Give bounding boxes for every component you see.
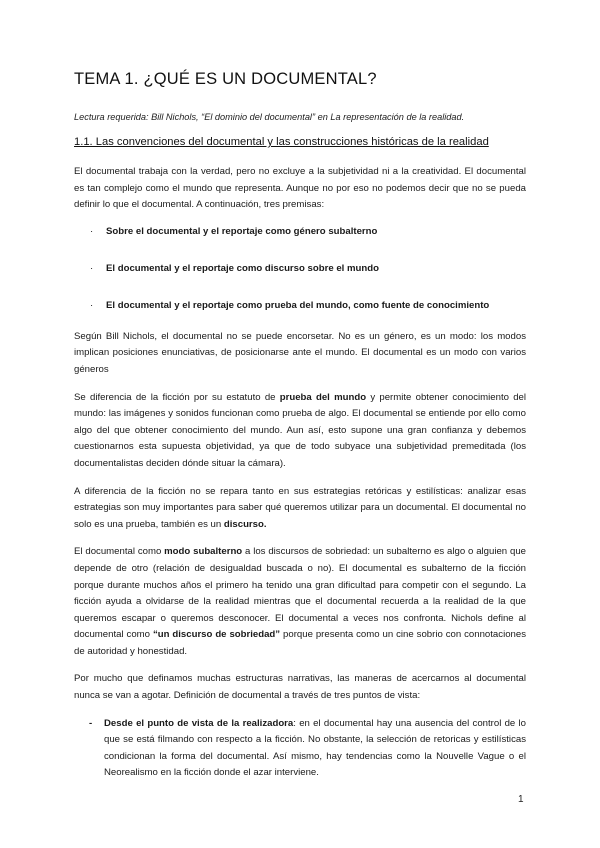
premise-text: El documental y el reportaje como prueba del mundo, como fuente de conocimiento <box>106 299 490 311</box>
viewpoints-list <box>74 716 526 782</box>
text-run: y permite obtener conocimiento del mundo: las imágenes y sonidos funcionan como prueba de algo. El documental se entiende por ello como algo del que obtener conocimiento del mundo. Aun así, esto supone una gran confianza y debemos cuestionarnos esta supuesta objetividad, ya que de todo subyace una subjetividad premeditada (los documentalistas deciden dónde situar la cámara). <box>74 391 526 469</box>
page-content <box>74 70 526 782</box>
text-run: a los discursos de sobriedad: un subalterno es algo o alguien que depende de otro (relación de desigualdad buscada o no). El documental es subalterno de la ficción porque durante muchos años el primero ha tenido una gran dificultad para competir con el segundo. La ficción ayuda a olvidarse de la realidad mientras que el documental recuerda a la realidad de la que queremos escapar o queremos desconocer. El documental a veces nos confronta. Nichols define al documental como <box>74 546 527 641</box>
premises-list <box>74 225 526 313</box>
page-title: TEMA 1. ¿QUÉ ES UN DOCUMENTAL? <box>74 70 377 88</box>
subaltern-paragraph <box>74 544 526 660</box>
text-run: A diferencia de la ficción no se repara tanto en sus estrategias retóricas y estilísticas: analizar esas estrategias son muy importantes para saber qué queremos utilizar para un documental. El documental no solo es una prueba, también es un <box>74 485 526 530</box>
bold-term: Desde el punto de vista de la realizadora <box>104 717 294 729</box>
intro-paragraph: El documental trabaja con la verdad, pero no excluye a la subjetividad ni a la creatividad. El documental es tan complejo como el mundo que representa. Aunque no por eso no podemos decir que no se pueda definir lo que el documental. A continuación, tres premisas: <box>74 166 526 211</box>
page-number: 1 <box>518 794 524 805</box>
bold-term: discurso. <box>223 518 267 530</box>
dash-icon: - <box>89 717 93 729</box>
structures-paragraph: Por mucho que definamos muchas estructuras narrativas, las maneras de acercarnos al documental nunca se van a agotar. Definición de documental a través de tres puntos de vista: <box>74 673 526 702</box>
premise-text: Sobre el documental y el reportaje como género subalterno <box>106 225 378 237</box>
rhetoric-paragraph <box>74 484 526 534</box>
premise-item <box>74 225 526 239</box>
nichols-paragraph: Según Bill Nichols, el documental no se puede encorsetar. No es un género, es un modo: los modos implican posiciones enunciativas, de posicionarse ante el mundo. El documental es un modo con varios géneros <box>74 330 526 375</box>
bold-term: prueba del mundo <box>279 391 367 403</box>
premise-item <box>74 299 526 313</box>
text-run: : en el documental hay una ausencia del control de lo que se está filmando con respecto a la ficción. No obstante, la selección de retoricas y estilísticas condicionan la forma del documental. Así mismo, hay tendencias como la Nouvelle Vague o el Neorealismo en la ficción donde el azar interviene. <box>104 717 527 779</box>
viewpoint-item <box>74 716 526 782</box>
premise-item <box>74 262 526 276</box>
text-run: El documental como <box>74 546 165 558</box>
text-run: porque presenta como un cine sobrio con connotaciones de autoridad y honestidad. <box>74 629 526 657</box>
bullet-icon: · <box>90 262 94 274</box>
bold-term: “un discurso de sobriedad” <box>152 629 281 641</box>
bold-term: modo subalterno <box>164 546 243 558</box>
text-run: Se diferencia de la ficción por su estatuto de <box>74 391 280 403</box>
required-reading: Lectura requerida: Bill Nichols, “El dominio del documental” en La representación de la realidad. <box>74 112 465 122</box>
section-heading: 1.1. Las convenciones del documental y las construcciones históricas de la realidad <box>74 136 489 148</box>
bullet-icon: · <box>90 299 94 311</box>
bullet-icon: · <box>90 225 94 237</box>
fiction-paragraph <box>74 390 526 473</box>
premise-text: El documental y el reportaje como discurso sobre el mundo <box>106 262 379 274</box>
